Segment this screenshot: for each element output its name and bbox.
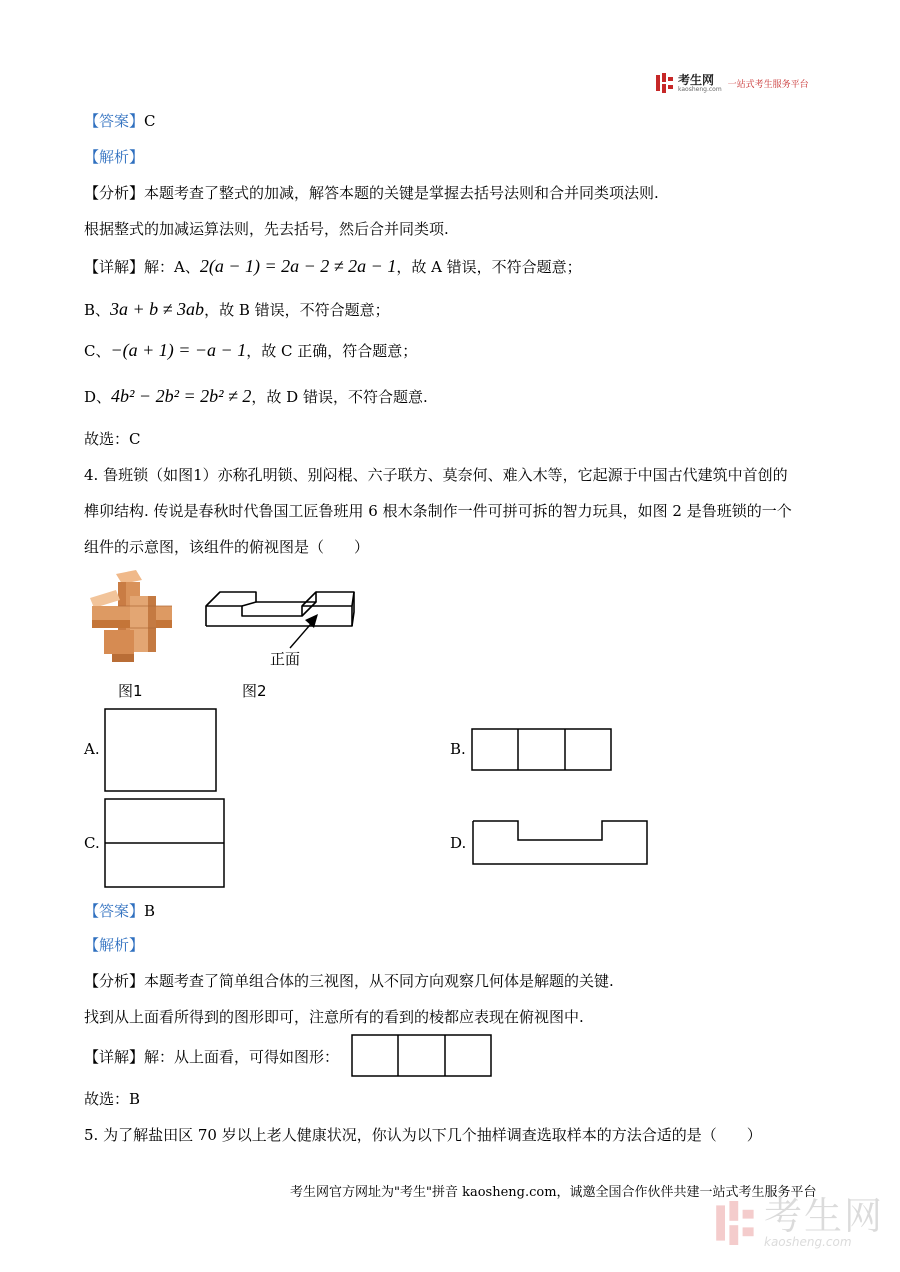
- footer-text: 考生网官方网址为"考生"拼音 kaosheng.com，诚邀全国合作伙伴共建一站式考生服务平台: [290, 1185, 817, 1200]
- q3-opt-d-math: 4b² − 2b² = 2b² ≠ 2: [111, 386, 252, 406]
- q3-analysis-line: [84, 182, 659, 203]
- q3-opt-d-result: ，故 D 错误，不符合题意.: [251, 388, 428, 406]
- q3-opt-c-math: −(a + 1) = −a − 1: [110, 340, 247, 360]
- q3-opt-d-prefix: D、: [84, 388, 112, 406]
- option-a-figure: [104, 708, 218, 794]
- q3-opt-d-line: [84, 386, 428, 407]
- watermark-text-block: [764, 1194, 885, 1249]
- fig1-caption: 图1: [118, 682, 143, 700]
- q3-answer-tag: 【答案】: [84, 112, 145, 130]
- q3-opt-b-line: [84, 299, 390, 320]
- q4-method: 找到从上面看所得到的图形即可，注意所有的看到的棱都应表现在俯视图中.: [84, 1008, 584, 1026]
- q4-analysis-text: 本题考查了简单组合体的三视图，从不同方向观察几何体是解题的关键.: [144, 972, 614, 990]
- q3-opt-c-result: ，故 C 正确，符合题意；: [246, 342, 418, 360]
- logo-text-block: [678, 74, 722, 93]
- q4-stem-line1: 4. 鲁班锁（如图1）亦称孔明锁、别闷棍、六子联方、莫奈何、难入木等，它起源于中国古代建筑中首创的: [84, 466, 788, 484]
- q4-choice: 故选：B: [84, 1090, 141, 1108]
- q3-analysis-tag: 【解析】: [84, 148, 145, 166]
- q4-stem-line3: 组件的示意图，该组件的俯视图是（ ）: [84, 538, 370, 556]
- q3-opt-b-result: ，故 B 错误，不符合题意；: [204, 301, 390, 319]
- q3-method: 根据整式的加减运算法则，先去括号，然后合并同类项.: [84, 220, 449, 238]
- option-b-label: B.: [450, 740, 466, 758]
- q4-detail-text: 解：从上面看，可得如图形：: [144, 1048, 340, 1066]
- q3-analysis-text: 本题考查了整式的加减，解答本题的关键是掌握去括号法则和合并同类项法则.: [144, 184, 659, 202]
- watermark: [716, 1194, 885, 1249]
- fig2-caption: 图2: [242, 682, 267, 700]
- q4-detail-label: 【详解】: [84, 1048, 145, 1066]
- q3-answer-line: [84, 110, 156, 131]
- front-label: 正面: [270, 650, 301, 668]
- q4-stem-line2: 榫卯结构. 传说是春秋时代鲁国工匠鲁班用 6 根木条制作一件可拼可拆的智力玩具，如图 2 是鲁班锁的一个: [84, 502, 792, 520]
- q4-answer: B: [144, 902, 156, 920]
- q4-solution-figure: [351, 1034, 493, 1078]
- option-d-label: D.: [450, 834, 467, 852]
- watermark-text: 考生网: [764, 1194, 885, 1238]
- q4-answer-line: [84, 900, 155, 921]
- q3-opt-b-math: 3a + b ≠ 3ab: [110, 299, 205, 319]
- option-d-figure: [472, 820, 650, 866]
- logo-domain: kaosheng.com: [678, 85, 722, 93]
- option-b-figure: [471, 728, 613, 772]
- q3-analysis-label: 【分析】: [84, 184, 145, 202]
- q3-opt-a-result: ，故 A 错误，不符合题意；: [396, 258, 582, 276]
- q4-detail-line: [84, 1046, 339, 1067]
- q3-answer: C: [144, 112, 156, 130]
- watermark-domain: kaosheng.com: [764, 1235, 852, 1249]
- header-logo: [656, 72, 809, 94]
- q3-opt-a-math: 2(a − 1) = 2a − 2 ≠ 2a − 1: [199, 256, 397, 276]
- q3-detail-line: [84, 256, 582, 277]
- option-c-label: C.: [84, 834, 100, 852]
- q3-detail-label: 【详解】: [84, 258, 145, 276]
- q3-choice: 故选：C: [84, 430, 141, 448]
- logo-slogan: 一站式考生服务平台: [727, 79, 809, 90]
- q4-answer-tag: 【答案】: [84, 902, 145, 920]
- logo-brand: 考生网: [678, 72, 715, 87]
- q3-opt-c-prefix: C、: [84, 342, 111, 360]
- option-a-label: A.: [84, 740, 100, 758]
- option-c-figure: [104, 798, 226, 890]
- watermark-logo-icon: [716, 1201, 756, 1245]
- q4-analysis-line: [84, 970, 614, 991]
- q3-opt-b-prefix: B、: [84, 301, 111, 319]
- kaosheng-logo-icon: [656, 73, 674, 93]
- q3-detail-prefix: 解：A、: [144, 258, 200, 276]
- luban-lock-image: [86, 570, 178, 665]
- q4-analysis-label: 【分析】: [84, 972, 145, 990]
- q4-analysis-tag: 【解析】: [84, 936, 145, 954]
- q3-opt-c-line: [84, 340, 417, 361]
- q5-stem: 5. 为了解盐田区 70 岁以上老人健康状况，你认为以下几个抽样调查选取样本的方法合适的是（ ）: [84, 1126, 762, 1144]
